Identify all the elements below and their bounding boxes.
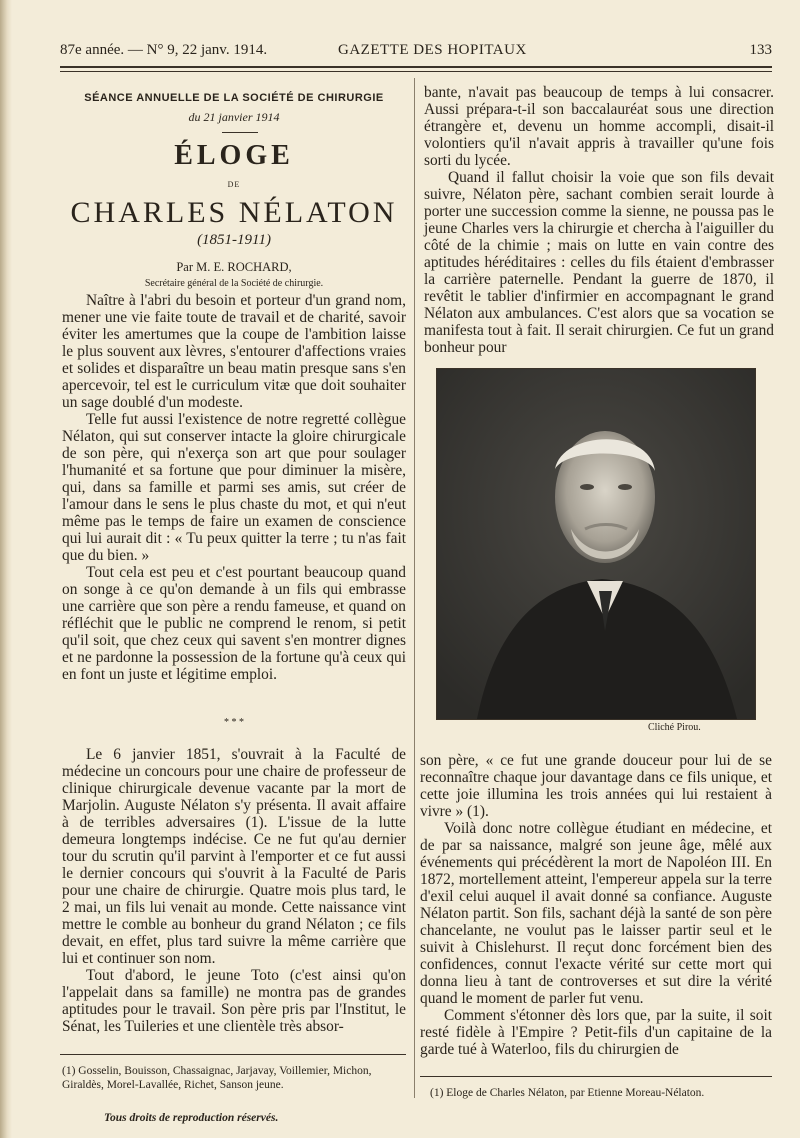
paragraph: Comment s'étonner dès lors que, par la suite, il soit resté fidèle à l'Empire ? Petit-fils d'un capitaine de la garde tué à Waterloo, fils du chirurgien de — [420, 1007, 772, 1058]
paragraph: bante, n'avait pas beaucoup de temps à lui consacrer. Aussi prépara-t-il son baccalauréat sous une direction étrangère et, devenu un homme accompli, disait-il volontiers qu'il n'avait appris à travailler qu'une fois sorti du lycée. — [424, 84, 774, 169]
paragraph: Telle fut aussi l'existence de notre regretté collègue Nélaton, qui sut conserver intacte la gloire chirurgicale de son père, qui n'exerça son art que pour soulager l'humanité et sa fortune que pour diminuer la misère, qui, dans sa famille et parmi ses amis, sut créer de l'amour dans le sens le plus chaste du mot, et qui n'eut même pas le temps de faire un examen de conscience qui lui aurait dit : « Tu peux quitter la terre ; tu n'as fait que du bien. » — [62, 411, 406, 564]
footnote-left: (1) Gosselin, Bouisson, Chassaignac, Jarjavay, Voillemier, Michon, Giraldès, Morel-Lavallée, Richet, Sanson jeune. — [62, 1065, 372, 1091]
page-binding-edge — [0, 0, 12, 1138]
article-title: CHARLES NÉLATON — [70, 196, 398, 229]
header-rule-thin — [60, 71, 772, 72]
right-column-top — [424, 84, 774, 356]
copyright-notice: Tous droits de reproduction réservés. — [104, 1112, 279, 1124]
paragraph: Quand il fallut choisir la voie que son fils devait suivre, Nélaton père, sachant combien serait lourde à porter une succession comme la sienne, ne poussa pas le jeune Charles vers la chirurgie et chercha à l'aiguiller du côté de la chimie ; mais on lutte en vain contre des aptitudes héréditaires : celles du fils étaient d'embrasser la carrière paternelle. Pendant la guerre de 1870, il revêtit le tablier d'infirmier en accompagnant le grand Nélaton aux ambulances. C'est alors que sa vocation se manifesta tout à fait. Il serait chirurgien. Ce fut un grand bonheur pour — [424, 169, 774, 356]
paragraph: Naître à l'abri du besoin et porteur d'un grand nom, mener une vie faite toute de travail et de charité, savoir éviter les amertumes que la coupe de l'ambition laisse le plus souvent aux lèvres, s'entourer d'affections vraies et solides et disparaître un beau matin presque sans s'en apercevoir, tel est le curriculum vitæ que doit souhaiter un sage doublé d'un modeste. — [62, 292, 406, 411]
author-line: Par M. E. ROCHARD, — [176, 260, 292, 274]
paragraph: Tout cela est peu et c'est pourtant beaucoup quand on songe à ce qu'on demande à un fils qui embrasse une carrière que son père a rendu fameuse, et quand on réfléchit que le public ne comprend le renom, si petit qu'il soit, que chez ceux qui savent s'en montrer dignes et ne pardonne la possession de la fortune qu'à ceux qui en font un juste et légitime emploi. — [62, 564, 406, 683]
issue-info: 87e année. — N° 9, 22 janv. 1914. — [60, 42, 268, 58]
portrait-photo — [436, 368, 756, 720]
right-column-bottom — [420, 752, 772, 1058]
lifespan: (1851-1911) — [197, 232, 271, 248]
footnote-right: (1) Eloge de Charles Nélaton, par Etienne Moreau-Nélaton. — [430, 1087, 705, 1099]
footnote-rule-right — [420, 1076, 772, 1077]
paragraph: Le 6 janvier 1851, s'ouvrait à la Faculté de médecine un concours pour une chaire de professeur de clinique chirurgicale devenue vacante par la mort de Marjolin. Auguste Nélaton s'y présenta. Il avait affaire à de terribles adversaires (1). L'issue de la lutte demeura longtemps indécise. Ce ne fut qu'au dernier tour du scrutin qu'il parvint à l'emporter et ce fut aussi le dernier concours qui s'ouvrit à la Faculté de Paris pour une chaire de chirurgie. Quatre mois plus tard, le 2 mai, un fils lui venait au monde. Cette naissance vint mettre le comble au bonheur du grand Nélaton ; ce fils devait, en effet, plus tard suivre la même carrière que lui et continuer son nom. — [62, 746, 406, 967]
footnote-rule-left — [60, 1054, 406, 1055]
seance-heading: SÉANCE ANNUELLE DE LA SOCIÉTÉ DE CHIRURGIE — [84, 92, 384, 104]
de-word: DE — [227, 180, 241, 189]
page-number: 133 — [749, 42, 772, 58]
paragraph: Voilà donc notre collègue étudiant en médecine, et de par sa naissance, malgré son jeune âge, mêlé aux événements qui précédèrent la mort de Napoléon III. En 1872, mortellement atteint, l'empereur appela sur la terre d'exil celui auquel il avait donné sa confiance. Auguste Nélaton partit. Son fils, sachant déjà la santé de son père chancelante, ne voulut pas le laisser partir seul et le suivit à Chislehurst. Il reçut donc forcément bien des confidences, connut l'exacte vérité sur cette mort qui donna lieu à tant de controverses et sut dire la vérité quand le moment de parler fut venu. — [420, 820, 772, 1007]
author-title: Secrétaire général de la Société de chirurgie. — [144, 278, 324, 289]
seance-date: du 21 janvier 1914 — [188, 110, 280, 124]
column-divider — [414, 78, 415, 1098]
page-header — [60, 42, 772, 64]
journal-title: GAZETTE DES HOPITAUX — [338, 42, 527, 58]
portrait-photo-icon — [437, 369, 755, 719]
left-column-bottom — [62, 746, 406, 1035]
header-rule — [60, 66, 772, 68]
paragraph: son père, « ce fut une grande douceur pour lui de se reconnaître chaque jour davantage dans ce fils unique, et cette joie illumina les trois années qui lui restaient à vivre » (1). — [420, 752, 772, 820]
eloge-heading: ÉLOGE — [174, 140, 294, 171]
left-column-top — [62, 292, 406, 683]
photo-caption: Cliché Pirou. — [648, 722, 701, 733]
title-rule — [222, 132, 258, 133]
paragraph: Tout d'abord, le jeune Toto (c'est ainsi qu'on l'appelait dans sa famille) ne montra pas de grandes aptitudes pour le travail. Son père pris par l'Institut, le Sénat, les Tuileries et une clientèle très absor- — [62, 967, 406, 1035]
section-separator: * * * — [224, 717, 244, 728]
